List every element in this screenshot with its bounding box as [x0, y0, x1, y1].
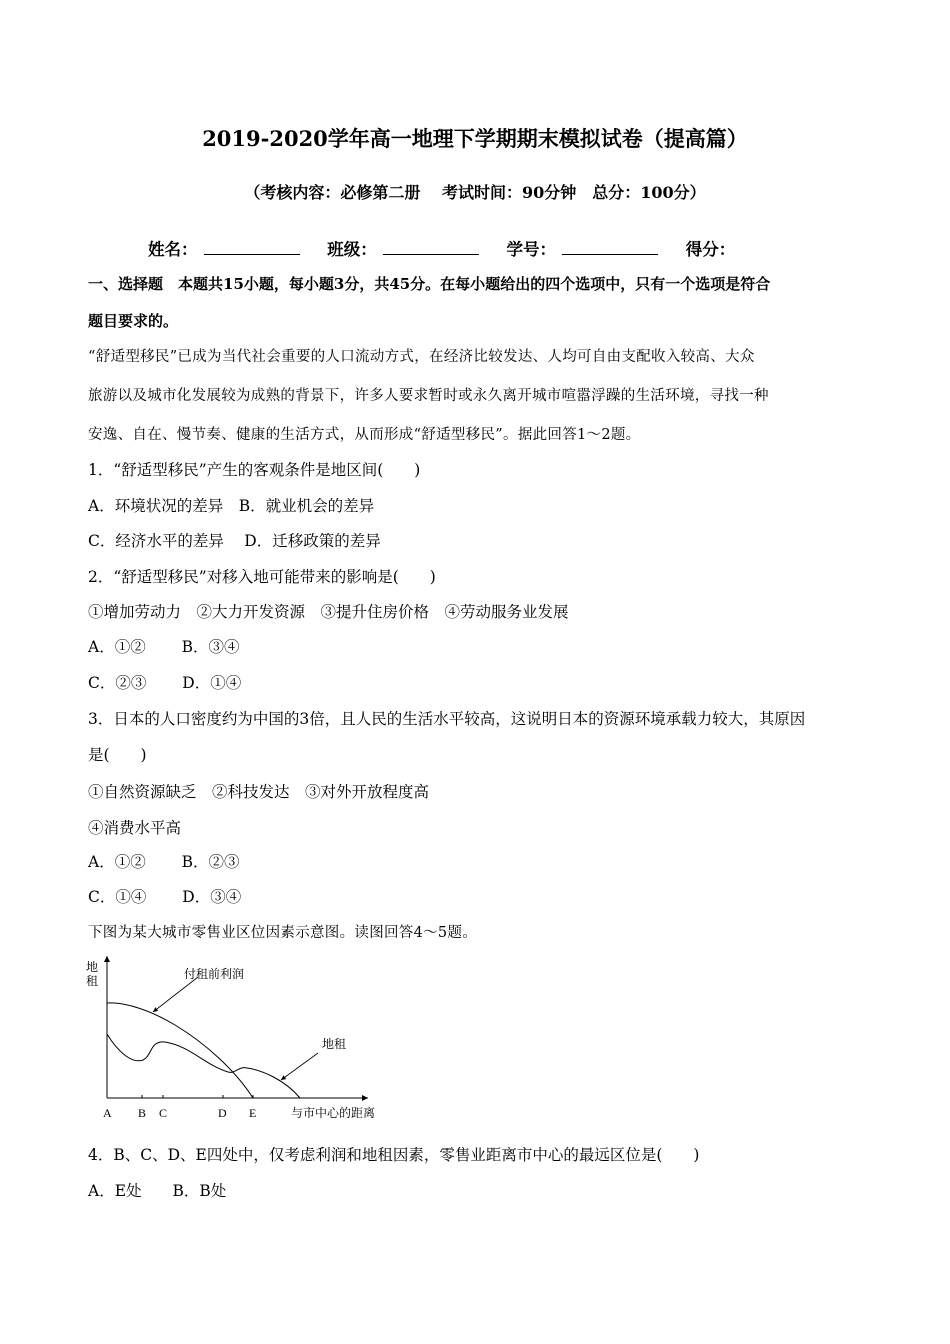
- page-title: 2019-2020学年高一地理下学期期末模拟试卷（提高篇）: [202, 126, 748, 151]
- question-line: A．E处 B．B处: [88, 1182, 227, 1200]
- y-axis-label-1: 地: [86, 960, 99, 974]
- series-profit-line: [107, 1003, 253, 1098]
- question-line: ④消费水平高: [88, 819, 182, 837]
- y-axis-label-2: 租: [86, 974, 99, 988]
- x-tick-label: C: [159, 1106, 168, 1120]
- question-line: A．①② B．③④: [88, 638, 240, 656]
- question-line: C．②③ D．①④: [88, 674, 242, 692]
- question-line: 3．日本的人口密度约为中国的3倍，且人民的生活水平较高，这说明日本的资源环境承载力较大，其原因: [88, 710, 806, 728]
- question-line: 是( ): [88, 746, 147, 764]
- question-line: 2．“舒适型移民”对移入地可能带来的影响是( ): [88, 568, 436, 586]
- series-rent-line: [107, 1034, 300, 1098]
- figure-intro: 下图为某大城市零售业区位因素示意图。读图回答4～5题。: [88, 925, 478, 941]
- series-label-rent: 地租: [322, 1037, 347, 1051]
- rent-label-arrow: [281, 1053, 318, 1080]
- passage-line: 安逸、自在、慢节奏、健康的生活方式，从而形成“舒适型移民”。据此回答1～2题。: [88, 427, 641, 443]
- passage-line: “舒适型移民”已成为当代社会重要的人口流动方式，在经济比较发达、人均可自由支配收入较高、大众: [88, 349, 755, 365]
- name-label: 姓名：: [148, 240, 198, 259]
- passage-line: 旅游以及城市化发展较为成熟的背景下，许多人要求暂时或永久离开城市喧嚣浮躁的生活环境，寻找一种: [88, 388, 769, 404]
- x-tick-label: E: [249, 1106, 257, 1120]
- question-line: ①自然资源缺乏 ②科技发达 ③对外开放程度高: [88, 783, 430, 801]
- class-label: 班级：: [327, 240, 377, 259]
- section-instructions: 一、选择题 本题共15小题，每小题3分，共45分。在每小题给出的四个选项中，只有一个选项是符合: [88, 275, 771, 293]
- question-line: 4．B、C、D、E四处中，仅考虑利润和地租因素，零售业距离市中心的最远区位是( ): [88, 1146, 700, 1164]
- question-line: 1．“舒适型移民”产生的客观条件是地区间( ): [88, 461, 421, 479]
- question-line: C．①④ D．③④: [88, 888, 242, 906]
- exam-info: （考核内容：必修第二册 考试时间：90分钟 总分：100分）: [244, 183, 706, 202]
- question-line: A．环境状况的差异 B．就业机会的差异: [88, 497, 375, 515]
- profit-label-arrow: [153, 977, 198, 1012]
- number-label: 学号：: [506, 240, 556, 259]
- question-line: A．①② B．②③: [88, 853, 240, 871]
- x-axis-label: 与市中心的距离: [291, 1106, 376, 1120]
- section-instructions-cont: 题目要求的。: [88, 312, 179, 330]
- x-tick-label: A: [103, 1106, 112, 1120]
- question-line: ①增加劳动力 ②大力开发资源 ③提升住房价格 ④劳动服务业发展: [88, 603, 569, 621]
- x-tick-label: B: [138, 1106, 147, 1120]
- series-label-profit: 付租前利润: [184, 967, 245, 981]
- question-line: C．经济水平的差异 D．迁移政策的差异: [88, 532, 381, 550]
- x-tick-label: D: [218, 1106, 227, 1120]
- score-label: 得分：: [685, 240, 736, 259]
